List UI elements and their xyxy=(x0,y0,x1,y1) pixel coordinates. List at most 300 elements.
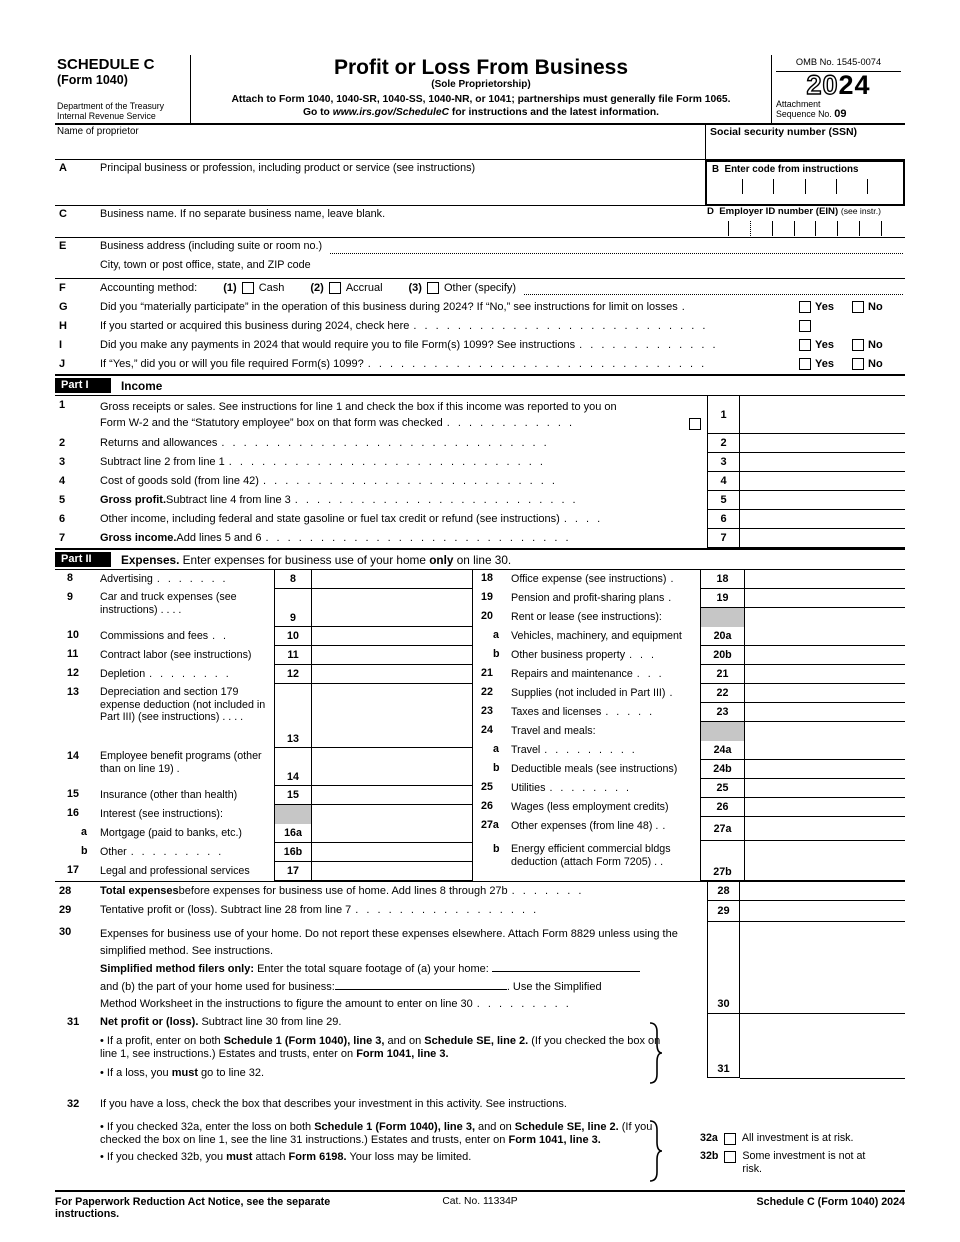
line-number: b xyxy=(493,762,500,774)
line-number: 8 xyxy=(67,572,73,584)
line-32-text xyxy=(100,1096,672,1164)
row-letter-j: J xyxy=(59,358,66,370)
ssn-field[interactable]: Social security number (SSN) xyxy=(705,125,905,159)
curly-brace xyxy=(647,1120,663,1182)
line-number: 23 xyxy=(481,705,493,717)
part2-tag: Part II xyxy=(55,552,111,567)
row-d-small-text: (see instr.) xyxy=(840,206,881,216)
form-footer-id: Schedule C (Form 1040) 2024 xyxy=(756,1196,905,1208)
line-number: 1 xyxy=(59,399,66,411)
amount-field-line-9[interactable] xyxy=(312,589,472,627)
row-g-label: Did you “materially participate” in the operation of this business during 2024? If “No,” see instructions for limit on losses xyxy=(100,301,678,313)
line-30-paragraph: Expenses for business use of your home. Do not report these expenses elsewhere. Attach Form 8829 unless using the simplified method. See instructions. xyxy=(100,928,678,957)
leader-dots: . . . . . . . . . xyxy=(544,744,635,756)
line-number: 4 xyxy=(59,475,66,487)
amount-field-line-11[interactable] xyxy=(312,646,472,665)
income-line-4 xyxy=(55,472,905,491)
row-b-label xyxy=(712,164,898,175)
line-number-box: 19 xyxy=(700,589,745,608)
accounting-method-accrual xyxy=(310,282,382,294)
leader-dots: . . . . . . . xyxy=(511,885,582,897)
amount-field-line-10[interactable] xyxy=(312,627,472,646)
row-c-d xyxy=(55,206,905,238)
form-subtitle: (Sole Proprietorship) xyxy=(431,79,531,90)
other-method-specify-input[interactable] xyxy=(524,293,903,295)
form-header-left xyxy=(55,55,191,123)
no-option xyxy=(852,339,905,351)
leader-dots: . . . xyxy=(636,668,662,680)
line-number-box: 8 xyxy=(274,570,312,589)
line-number: 26 xyxy=(481,800,493,812)
row-j-label: If “Yes,” did you or will you file required Form(s) 1099? xyxy=(100,358,364,370)
leader-dots: . . . xyxy=(629,649,654,661)
row-e-label1: Business address (including suite or room no.) xyxy=(100,240,323,252)
line-number: 30 xyxy=(59,926,72,938)
line-label: Cost of goods sold (from line 42) . . . . . . . . . . . . . . . . . . . . . . . . . . . xyxy=(100,472,707,491)
yes-option xyxy=(799,301,852,313)
no-checkbox[interactable] xyxy=(852,358,864,370)
line-32 xyxy=(55,1096,905,1188)
row-h-check xyxy=(799,320,905,332)
leader-dots: . xyxy=(668,592,672,604)
line-number-box: 16a xyxy=(274,824,312,843)
line-31 xyxy=(55,1014,905,1096)
expense-line-9: 9 Car and truck expenses (see instructions) . . . . 9 xyxy=(55,589,472,627)
amount-field-line-14[interactable] xyxy=(312,748,472,786)
shaded-cell xyxy=(700,608,745,627)
amount-field-line-1[interactable] xyxy=(740,396,905,434)
leader-dots: . . . . . . . . xyxy=(549,782,629,794)
form-body xyxy=(55,55,905,1220)
line-28 xyxy=(55,882,905,901)
line-number: 6 xyxy=(59,513,66,525)
amount-field-line-12[interactable] xyxy=(312,665,472,684)
row-letter-h: H xyxy=(59,320,67,332)
line-number-box: 12 xyxy=(274,665,312,684)
line-number: 21 xyxy=(481,667,493,679)
expense-line-20b: b Other business property . . . 20b xyxy=(473,646,905,665)
line-number: b xyxy=(493,648,500,660)
line-number-box: 9 xyxy=(274,589,312,627)
some-investment-not-at-risk-checkbox[interactable] xyxy=(724,1151,736,1163)
line-number-box: 27a xyxy=(700,817,745,841)
goto-pre: Go to xyxy=(302,107,333,118)
no-option xyxy=(852,358,905,370)
line-31-bullet-1: • If a profit, enter on both Schedule 1 (Form 1040), line 3, and on Schedule SE, line 2. (If you checked the box on line 1, see instructions.) Estates and trusts, enter on Form 1041, line 3. xyxy=(100,1035,661,1060)
accounting-method-other xyxy=(409,282,517,294)
amount-field-line-29[interactable] xyxy=(740,901,905,922)
income-line-5 xyxy=(55,491,905,510)
row-letter-b: B xyxy=(712,164,720,175)
leader-dots: . . . . . . . . . . . . . . . . . . . . . . . . . . . . . . xyxy=(221,437,547,449)
sequence-number: 09 xyxy=(834,108,847,120)
proprietor-name-field[interactable]: Name of proprietor xyxy=(57,126,139,137)
leader-dots: . . xyxy=(212,630,227,642)
year-outline: 20 xyxy=(806,70,839,100)
amount-field-line-20a[interactable] xyxy=(745,627,905,646)
expense-line-27a: 27a Other expenses (from line 48) . . 27a xyxy=(473,817,905,841)
expense-line-16b: b Other . . . . . . . . . 16b xyxy=(55,843,472,862)
line-number: 11 xyxy=(67,648,79,660)
yes-label: Yes xyxy=(815,301,834,313)
started-business-checkbox[interactable] xyxy=(799,320,811,332)
expense-line-18: 18 Office expense (see instructions) . 18 xyxy=(473,570,905,589)
leader-dots: . . . . . . . . . . . . . . . . . . . . . . . . . . . . . xyxy=(228,456,543,468)
line-31-title: Net profit or (loss). Subtract line 30 from line 29. xyxy=(100,1016,342,1028)
amount-field-line-15[interactable] xyxy=(312,786,472,805)
expense-line-12: 12 Depletion . . . . . . . . 12 xyxy=(55,665,472,684)
part1-title: Income xyxy=(121,378,163,393)
row-letter-c: C xyxy=(59,208,67,220)
line-number-box: 14 xyxy=(274,748,312,786)
form-header-right xyxy=(772,55,905,123)
no-checkbox[interactable] xyxy=(852,301,864,313)
row-b-text: Enter code from instructions xyxy=(724,164,859,175)
line-label: Tentative profit or (loss). Subtract line 28 from line 7 . . . . . . . . . . . . . . . . . xyxy=(100,901,707,922)
leader-dots: . . . . . . . . xyxy=(149,668,229,680)
amount-field-line-17[interactable] xyxy=(312,862,472,881)
yes-checkbox[interactable] xyxy=(799,358,811,370)
line-label: Subtract line 2 from line 1 . . . . . . . . . . . . . . . . . . . . . . . . . . . . . xyxy=(100,453,707,472)
amount-field-line-21[interactable] xyxy=(745,665,905,684)
leader-dots: . xyxy=(662,820,666,832)
home-square-footage-input[interactable] xyxy=(492,960,640,972)
expense-line-15: 15 Insurance (other than health) 15 xyxy=(55,786,472,805)
line-number-box: 10 xyxy=(274,627,312,646)
income-line-2 xyxy=(55,434,905,453)
line-number: 32 xyxy=(67,1098,80,1110)
amount-field-line-6[interactable] xyxy=(740,510,905,529)
expense-line-8: 8 Advertising . . . . . . . 8 xyxy=(55,570,472,589)
line-number-box: 15 xyxy=(274,786,312,805)
no-label: No xyxy=(868,339,883,351)
form-header xyxy=(55,55,905,125)
irs-url[interactable]: www.irs.gov/ScheduleC xyxy=(332,107,450,118)
line-number-box: 3 xyxy=(707,453,740,472)
line-number-box: 1 xyxy=(707,396,740,434)
row-f-label: Accounting method: xyxy=(100,282,198,294)
no-label: No xyxy=(868,358,883,370)
amount-field-line-3[interactable] xyxy=(740,453,905,472)
ein-box[interactable] xyxy=(705,206,905,237)
line-number: a xyxy=(493,743,499,755)
leader-dots: . . . . xyxy=(563,513,601,525)
form-header-center xyxy=(191,55,772,123)
schedule-name: SCHEDULE C xyxy=(57,56,155,73)
amount-field-line-27a[interactable] xyxy=(745,817,905,841)
option-2-number: (2) xyxy=(310,282,324,294)
amount-field-line-13[interactable] xyxy=(312,684,472,748)
row-a-label: Principal business or profession, including product or service (see instructions) xyxy=(100,162,476,174)
row-letter-e: E xyxy=(59,240,67,252)
line-30-simplified: Simplified method filers only: Enter the total square footage of (a) your home: xyxy=(100,960,701,978)
line-30-worksheet: Method Worksheet in the instructions to figure the amount to enter on line 30 . . . . . . . . . xyxy=(100,996,701,1013)
option-1-number: (1) xyxy=(223,282,237,294)
attachment-label: Attachment xyxy=(776,99,821,109)
amount-field-line-20b[interactable] xyxy=(745,646,905,665)
amount-field-line-2[interactable] xyxy=(740,434,905,453)
row-c-label[interactable]: Business name. If no separate business name, leave blank. xyxy=(100,208,386,220)
amount-field-line-8[interactable] xyxy=(312,570,472,589)
amount-field-line-5[interactable] xyxy=(740,491,905,510)
leader-dots: . . . . . . . . . . . . . . . . . . . . . . . . . . . . . . . xyxy=(367,358,705,370)
row-letter-a: A xyxy=(59,162,67,174)
yes-option xyxy=(799,339,852,351)
all-investment-at-risk-checkbox[interactable] xyxy=(724,1133,736,1145)
line-30 xyxy=(55,922,905,1014)
income-line-3 xyxy=(55,453,905,472)
line-number: 2 xyxy=(59,437,66,449)
part2-title: Expenses. Enter expenses for business use of your home only on line 30. xyxy=(121,552,512,567)
line-number: 28 xyxy=(59,885,72,897)
line-number: a xyxy=(81,826,87,838)
expense-line-24: 24 Travel and meals: xyxy=(473,722,905,741)
tax-year xyxy=(776,72,901,99)
row-d-label xyxy=(707,206,903,217)
attachment-sequence xyxy=(776,99,901,119)
expense-line-13: 13 Depreciation and section 179 expense deduction (not included in Part III) (see instructions) . . . . 13 xyxy=(55,684,472,748)
amount-field-line-7[interactable] xyxy=(740,529,905,548)
row-c xyxy=(55,206,705,237)
line-number-box: 21 xyxy=(700,665,745,684)
business-address-input[interactable] xyxy=(330,252,903,254)
amount-field-line-23[interactable] xyxy=(745,703,905,722)
amount-field-line-19[interactable] xyxy=(745,589,905,608)
line-number: 5 xyxy=(59,494,66,506)
yes-option xyxy=(799,358,852,370)
row-e xyxy=(55,238,905,279)
expense-line-20: 20 Rent or lease (see instructions): xyxy=(473,608,905,627)
amount-field-line-26[interactable] xyxy=(745,798,905,817)
row-g xyxy=(55,298,905,317)
row-j-yes-no xyxy=(799,358,905,370)
line-number-box: 27b xyxy=(700,841,745,881)
leader-dots: . . . . . . . . . . . . . xyxy=(579,339,716,351)
statutory-employee-checkbox[interactable] xyxy=(689,418,701,430)
agency-line-1: Department of the Treasury xyxy=(57,101,165,111)
expense-line-14: 14 Employee benefit programs (other than on line 19) . 14 xyxy=(55,748,472,786)
cash-checkbox[interactable] xyxy=(242,282,254,294)
line-number: 14 xyxy=(67,750,79,762)
form-title: Profit or Loss From Business xyxy=(333,56,629,79)
row-d-text: Employer ID number (EIN) xyxy=(719,206,839,217)
line-number-box: 20a xyxy=(700,627,745,646)
line-number: 12 xyxy=(67,667,79,679)
check-here-option xyxy=(799,320,852,332)
part2-header xyxy=(55,548,905,570)
line-number-box: 23 xyxy=(700,703,745,722)
line-number: 10 xyxy=(67,629,79,641)
amount-field xyxy=(312,805,472,824)
expense-line-10: 10 Commissions and fees . . 10 xyxy=(55,627,472,646)
line-number-box: 29 xyxy=(707,901,740,922)
expense-line-24a: a Travel . . . . . . . . . 24a xyxy=(473,741,905,760)
yes-checkbox[interactable] xyxy=(799,301,811,313)
leader-dots xyxy=(246,826,270,843)
leader-dots xyxy=(681,762,696,779)
expense-line-16a: a Mortgage (paid to banks, etc.) 16a xyxy=(55,824,472,843)
ein-digit-cells[interactable] xyxy=(707,221,903,236)
yes-checkbox[interactable] xyxy=(799,339,811,351)
line-31-bullet-2: • If a loss, you must go to line 32. xyxy=(100,1067,265,1079)
line-number-box: 26 xyxy=(700,798,745,817)
line-32b-number: 32b xyxy=(700,1150,719,1162)
amount-field-line-24a[interactable] xyxy=(745,741,905,760)
row-f xyxy=(55,279,905,298)
line-number: 29 xyxy=(59,904,72,916)
expense-line-25: 25 Utilities . . . . . . . . 25 xyxy=(473,779,905,798)
leader-dots xyxy=(254,864,270,881)
accrual-checkbox[interactable] xyxy=(329,282,341,294)
line-number: 7 xyxy=(59,532,66,544)
expenses-left-column xyxy=(55,570,473,881)
line-number-box: 16b xyxy=(274,843,312,862)
line-32a-label: All investment is at risk. xyxy=(741,1132,854,1144)
line-number: 22 xyxy=(481,686,493,698)
row-i-label: Did you make any payments in 2024 that would require you to file Form(s) 1099? See instructions xyxy=(100,339,576,351)
leader-dots: . . . . . . . xyxy=(156,573,226,585)
row-j xyxy=(55,355,905,374)
leader-dots: . xyxy=(681,301,685,313)
line-31-text xyxy=(100,1014,672,1080)
yes-label: Yes xyxy=(815,339,834,351)
line-number-box: 7 xyxy=(707,529,740,548)
omb-number: OMB No. 1545-0074 xyxy=(776,57,901,72)
part1-tag: Part I xyxy=(55,378,111,393)
amount-field-line-16b[interactable] xyxy=(312,843,472,862)
row-i xyxy=(55,336,905,355)
row-letter-i: I xyxy=(59,339,63,351)
amount-field-line-31[interactable] xyxy=(740,1014,905,1079)
line-32b-label: Some investment is not at risk. xyxy=(742,1150,866,1175)
leader-dots: . . . . . . . . . xyxy=(476,998,569,1010)
shaded-cell xyxy=(700,722,745,741)
leader-dots: . . . . . . . . . . . . . . . . . . . . . . . . . . . . xyxy=(265,532,569,544)
line-30-label xyxy=(100,922,707,1014)
expense-line-17: 17 Legal and professional services 17 xyxy=(55,862,472,881)
line-label: Gross income. Add lines 5 and 6 . . . . . . . . . . . . . . . . . . . . . . . . . . . . xyxy=(100,529,707,548)
line-number: 9 xyxy=(67,591,73,603)
line-number-box: 24b xyxy=(700,760,745,779)
amount-field xyxy=(745,722,905,741)
row-e-label2[interactable]: City, town or post office, state, and ZIP code xyxy=(100,259,311,271)
at-risk-options xyxy=(700,1132,905,1181)
accrual-label: Accrual xyxy=(345,282,383,294)
line-32a-number: 32a xyxy=(700,1132,718,1144)
amount-field-line-16a[interactable] xyxy=(312,824,472,843)
line-number: 31 xyxy=(67,1016,80,1028)
line-number-box: 4 xyxy=(707,472,740,491)
leader-dots: . . . . . . . . . . . . . . . . . . . . . . . . . . xyxy=(294,494,576,506)
line-label: Total expenses before expenses for business use of home. Add lines 8 through 27b . . . . . . . xyxy=(100,882,707,901)
line-number-box: 6 xyxy=(707,510,740,529)
paperwork-notice: For Paperwork Reduction Act Notice, see the separate instructions. xyxy=(55,1196,331,1220)
agency-line-2: Internal Revenue Service xyxy=(57,111,156,121)
income-line-6 xyxy=(55,510,905,529)
line-number: 15 xyxy=(67,788,79,800)
amount-field-line-22[interactable] xyxy=(745,684,905,703)
line-number: 24 xyxy=(481,724,493,736)
other-method-checkbox[interactable] xyxy=(427,282,439,294)
line-number: 20 xyxy=(481,610,493,622)
catalog-number: Cat. No. 11334P xyxy=(442,1196,518,1207)
expense-line-23: 23 Taxes and licenses . . . . . 23 xyxy=(473,703,905,722)
business-code-box[interactable] xyxy=(705,160,905,206)
line-number-box: 31 xyxy=(707,1014,740,1078)
yes-label: Yes xyxy=(815,358,834,370)
line-number-box: 2 xyxy=(707,434,740,453)
expense-line-19: 19 Pension and profit-sharing plans . 19 xyxy=(473,589,905,608)
leader-dots xyxy=(673,800,696,817)
row-h-label: If you started or acquired this business during 2024, check here xyxy=(100,320,410,332)
row-letter-f: F xyxy=(59,282,66,294)
line-number-box: 11 xyxy=(274,646,312,665)
line-number-box: 30 xyxy=(707,922,740,1014)
no-checkbox[interactable] xyxy=(852,339,864,351)
line-number: 13 xyxy=(67,686,79,698)
line-number: 3 xyxy=(59,456,66,468)
line-number: 25 xyxy=(481,781,493,793)
line-number: 19 xyxy=(481,591,493,603)
accounting-method-cash xyxy=(223,282,284,294)
line-number-box: 20b xyxy=(700,646,745,665)
expense-line-22: 22 Supplies (not included in Part III) . 22 xyxy=(473,684,905,703)
curly-brace xyxy=(647,1022,663,1084)
cash-label: Cash xyxy=(258,282,285,294)
agency-lines xyxy=(57,101,186,121)
amount-field-line-18[interactable] xyxy=(745,570,905,589)
expense-line-11: 11 Contract labor (see instructions) 11 xyxy=(55,646,472,665)
line-number: 16 xyxy=(67,807,79,819)
income-line-7 xyxy=(55,529,905,548)
leader-dots: . . . . . . . . . . . . . . . . . xyxy=(355,904,537,916)
goto-post: for instructions and the latest information. xyxy=(449,107,660,118)
amount-field-line-4[interactable] xyxy=(740,472,905,491)
amount-field-line-25[interactable] xyxy=(745,779,905,798)
business-square-footage-input[interactable] xyxy=(335,978,507,990)
sequence-label: Sequence No. xyxy=(776,109,835,119)
line-number-box: 13 xyxy=(274,684,312,748)
line-number: a xyxy=(493,629,499,641)
name-ssn-row xyxy=(55,125,905,160)
amount-field-line-30[interactable] xyxy=(740,922,905,1014)
at-risk-option-32a xyxy=(700,1132,905,1145)
line-1-text-b: Form W-2 and the “Statutory employee” box on that form was checked xyxy=(100,417,443,429)
row-g-yes-no xyxy=(799,301,905,313)
line-number-box: 5 xyxy=(707,491,740,510)
row-i-yes-no xyxy=(799,339,905,351)
attach-instruction: Attach to Form 1040, 1040-SR, 1040-SS, 1040-NR, or 1041; partnerships must generally file Form 1065. xyxy=(231,94,731,105)
row-a xyxy=(55,160,705,206)
business-code-digit-cells[interactable] xyxy=(712,179,898,194)
line-32-intro: If you have a loss, check the box that describes your investment in this activity. See instructions. xyxy=(100,1098,567,1110)
shaded-cell xyxy=(274,805,312,824)
row-h xyxy=(55,317,905,336)
leader-dots: . . . . . . . . . . . . . . . . . . . . . . . . . . . xyxy=(262,475,555,487)
amount-field-line-27b[interactable] xyxy=(745,841,905,881)
line-32-bullet-1: • If you checked 32a, enter the loss on both Schedule 1 (Form 1040), line 3, and on Schedule SE, line 2. (If you checked the box on line 1, see the line 31 instructions.) Estates and trusts, enter on Form 1041, line 3. xyxy=(100,1121,653,1146)
leader-dots: . . . . . xyxy=(605,706,653,718)
line-number: 18 xyxy=(481,572,493,584)
amount-field-line-28[interactable] xyxy=(740,882,905,901)
row-letter-g: G xyxy=(59,301,68,313)
expense-line-26: 26 Wages (less employment credits) 26 xyxy=(473,798,905,817)
row-letter-d: D xyxy=(707,206,714,217)
row-a-b xyxy=(55,160,905,206)
line-1-text-a: Gross receipts or sales. See instructions for line 1 and check the box if this income was reported to you on xyxy=(100,401,617,413)
amount-field-line-24b[interactable] xyxy=(745,760,905,779)
other-method-label: Other (specify) xyxy=(443,282,517,294)
